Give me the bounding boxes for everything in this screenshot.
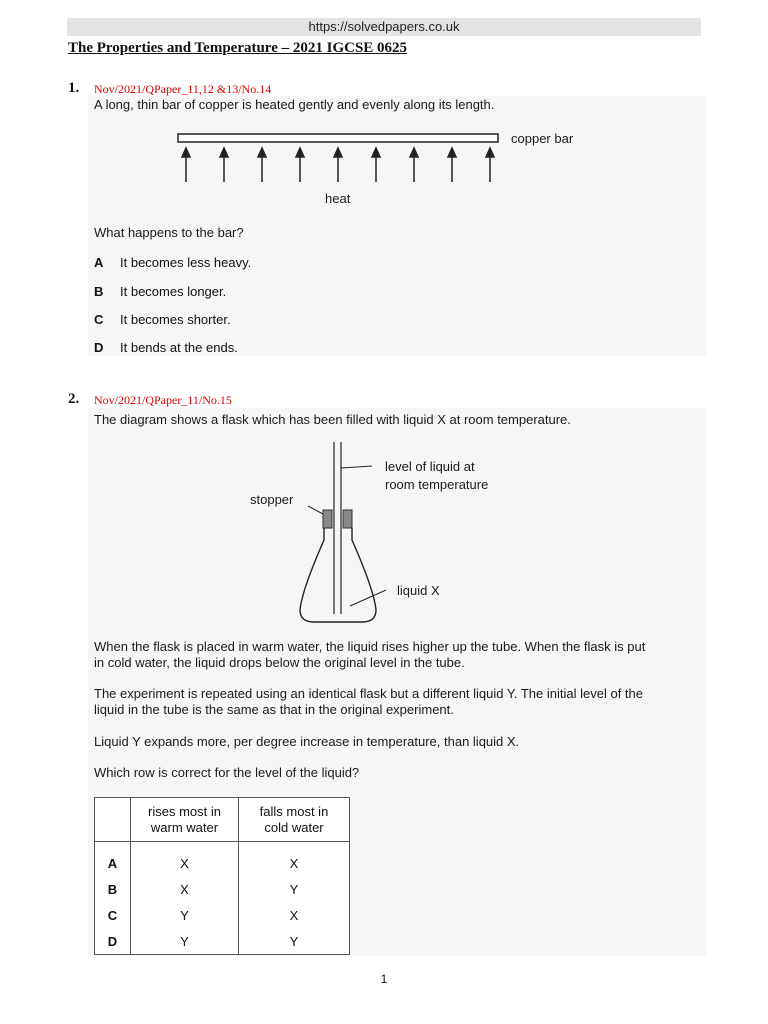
row-letter: C <box>95 902 131 928</box>
row-falls-value: X <box>239 842 350 877</box>
row-rises-value: X <box>131 842 239 877</box>
copper-bar-diagram <box>168 130 508 190</box>
option-c-text[interactable]: It becomes shorter. <box>120 312 231 327</box>
question-2-stem: The diagram shows a flask which has been filled with liquid X at room temperature. <box>94 412 571 427</box>
question-1-panel <box>88 96 706 356</box>
paragraph-3: Liquid Y expands more, per degree increase in temperature, than liquid X. <box>94 734 520 749</box>
column-header-rises-line-2: warm water <box>150 819 219 835</box>
paragraph-2-line-1: The experiment is repeated using an identical flask but a different liquid Y. The initial level of the <box>94 686 643 701</box>
question-2-reference: Nov/2021/QPaper_11/No.15 <box>94 393 232 407</box>
heat-arrows <box>182 148 494 182</box>
paragraph-1-line-2: in cold water, the liquid drops below the original level in the tube. <box>94 655 465 670</box>
question-2-number: 2. <box>68 391 80 407</box>
option-a-text[interactable]: It becomes less heavy. <box>120 255 252 270</box>
copper-bar-label: copper bar <box>511 131 574 146</box>
level-label-line-2: room temperature <box>385 477 489 492</box>
column-header-falls <box>239 798 350 842</box>
question-1-number: 1. <box>68 80 80 96</box>
row-rises-value: X <box>131 876 239 902</box>
copper-bar <box>178 134 498 142</box>
liquid-x-label: liquid X <box>397 583 440 598</box>
site-url-header[interactable]: https://solvedpapers.co.uk <box>67 18 701 36</box>
option-d-text[interactable]: It bends at the ends. <box>120 340 238 355</box>
row-rises-value: Y <box>131 928 239 955</box>
flask <box>300 528 376 622</box>
heat-label: heat <box>325 191 351 206</box>
row-rises-value: Y <box>131 902 239 928</box>
question-1-stem: A long, thin bar of copper is heated gently and evenly along its length. <box>94 97 495 112</box>
row-letter: A <box>95 842 131 877</box>
answer-table <box>94 797 350 955</box>
question-1-reference: Nov/2021/QPaper_11,12 &13/No.14 <box>94 82 272 96</box>
table-corner-cell <box>95 798 131 842</box>
row-falls-value: Y <box>239 928 350 955</box>
column-header-falls-line-1: falls most in <box>259 803 329 819</box>
document-title: The Properties and Temperature – 2021 IGCSE 0625 <box>68 40 408 56</box>
row-falls-value: Y <box>239 876 350 902</box>
column-header-rises <box>131 798 239 842</box>
table-row[interactable] <box>95 928 350 955</box>
option-b-text[interactable]: It becomes longer. <box>120 284 227 299</box>
option-a-letter: A <box>94 255 104 270</box>
row-falls-value: X <box>239 902 350 928</box>
option-d-letter: D <box>94 340 104 355</box>
question-1-prompt: What happens to the bar? <box>94 225 244 240</box>
stopper-label: stopper <box>250 492 294 507</box>
row-letter: D <box>95 928 131 955</box>
column-header-rises-line-1: rises most in <box>148 803 221 819</box>
row-letter: B <box>95 876 131 902</box>
table-row[interactable] <box>95 876 350 902</box>
level-label-line-1: level of liquid at <box>385 459 475 474</box>
paragraph-2-line-2: liquid in the tube is the same as that in the original experiment. <box>94 702 454 717</box>
page-number: 1 <box>380 972 388 986</box>
stopper <box>323 510 332 528</box>
table-row[interactable] <box>95 842 350 877</box>
option-c-letter: C <box>94 312 104 327</box>
table-row[interactable] <box>95 902 350 928</box>
question-2-prompt: Which row is correct for the level of the liquid? <box>94 765 360 780</box>
option-b-letter: B <box>94 284 104 299</box>
column-header-falls-line-2: cold water <box>264 819 324 835</box>
paragraph-1-line-1: When the flask is placed in warm water, the liquid rises higher up the tube. When the flask is put <box>94 639 646 654</box>
